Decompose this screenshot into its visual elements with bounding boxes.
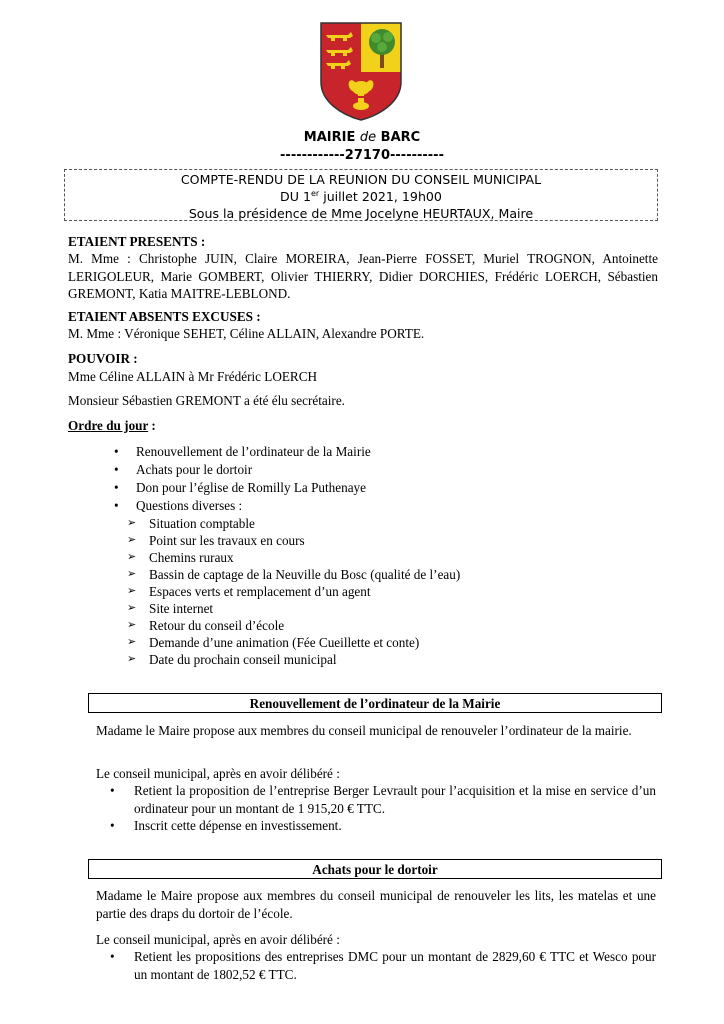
arrow-bullet-icon: ➢: [127, 517, 137, 529]
bullet-icon: •: [114, 480, 119, 495]
secretaire-text: Monsieur Sébastien GREMONT a été élu secrétaire.: [68, 393, 345, 408]
pouvoir-text: Mme Céline ALLAIN à Mr Frédéric LOERCH: [68, 369, 318, 384]
list-item: • Retient la proposition de l’entreprise Berger Levrault pour l’acquisition et la mise en service d’un ordinateur pour un montant de 1 915,20 € TTC.: [110, 783, 656, 816]
list-item: • Questions diverses :: [114, 498, 243, 513]
absents-list: M. Mme : Véronique SEHET, Céline ALLAIN, Alexandre PORTE.: [68, 326, 425, 341]
crest-logo: [318, 20, 404, 122]
arrow-bullet-icon: ➢: [127, 585, 137, 597]
section2-bullets: [96, 948, 656, 983]
list-item: ➢ Date du prochain conseil municipal: [127, 652, 337, 667]
bullet-icon: •: [110, 818, 115, 833]
arrow-bullet-icon: ➢: [127, 636, 137, 648]
report-date: DU 1er juillet 2021, 19h00: [280, 188, 442, 204]
postcode-line: ------------27170----------: [280, 148, 444, 163]
agenda-list: [68, 443, 658, 515]
presents-heading: ETAIENT PRESENTS :: [68, 234, 206, 249]
section-title-ordinateur: Renouvellement de l’ordinateur de la Mairie: [88, 693, 662, 713]
list-item: • Retient les propositions des entreprises DMC pour un montant de 2829,60 € TTC et Wesco pour un montant de 1802,52 € TTC.: [110, 949, 656, 982]
report-title: COMPTE-RENDU DE LA REUNION DU CONSEIL MUNICIPAL: [180, 172, 542, 187]
ordre-heading: Ordre du jour :: [68, 418, 156, 433]
bullet-icon: •: [114, 462, 119, 477]
list-item: ➢ Chemins ruraux: [127, 550, 234, 565]
bullet-icon: •: [110, 783, 115, 798]
list-item: ➢ Point sur les travaux en cours: [127, 533, 305, 548]
bullet-icon: •: [110, 949, 115, 964]
arrow-bullet-icon: ➢: [127, 568, 137, 580]
section-title-dortoir: Achats pour le dortoir: [88, 859, 662, 879]
list-item: • Achats pour le dortoir: [114, 462, 253, 477]
arrow-bullet-icon: ➢: [127, 619, 137, 631]
presents-list: M. Mme : Christophe JUIN, Claire MOREIRA, Jean-Pierre FOSSET, Muriel TROGNON, Antoinette LERIGOLEUR, Marie GOMBERT, Olivier THIERRY, Didier DORCHIES, Frédéric LOERCH, Sébastien GREMONT, Katia MAITRE-LEBLOND.: [68, 251, 658, 301]
list-item: ➢ Retour du conseil d’école: [127, 618, 285, 633]
section1-deliberation: Le conseil municipal, après en avoir délibéré :: [96, 766, 340, 781]
absents-heading: ETAIENT ABSENTS EXCUSES :: [68, 309, 261, 324]
list-item: • Inscrit cette dépense en investissement.: [110, 818, 342, 833]
bullet-icon: •: [114, 444, 119, 459]
arrow-bullet-icon: ➢: [127, 551, 137, 563]
report-presidency: Sous la présidence de Mme Jocelyne HEURTAUX, Maire: [188, 206, 534, 221]
agenda-sublist: [68, 515, 658, 668]
section1-bullets: [96, 782, 656, 835]
section2-intro: Madame le Maire propose aux membres du conseil municipal de renouveler les lits, les matelas et une partie des draps du dortoir de l’école.: [96, 888, 656, 921]
list-item: • Renouvellement de l’ordinateur de la Mairie: [114, 444, 371, 459]
pouvoir-heading: POUVOIR :: [68, 351, 138, 366]
list-item: • Don pour l’église de Romilly La Puthenaye: [114, 480, 367, 495]
title-box: [64, 169, 658, 221]
bullet-icon: •: [114, 498, 119, 513]
arrow-bullet-icon: ➢: [127, 602, 137, 614]
section2-deliberation: Le conseil municipal, après en avoir délibéré :: [96, 932, 340, 947]
list-item: ➢ Espaces verts et remplacement d’un agent: [127, 584, 371, 599]
mairie-heading: MAIRIE de BARC: [303, 130, 421, 145]
arrow-bullet-icon: ➢: [127, 534, 137, 546]
section1-intro: Madame le Maire propose aux membres du conseil municipal de renouveler l’ordinateur de la mairie.: [96, 723, 632, 738]
list-item: ➢ Situation comptable: [127, 516, 255, 531]
list-item: ➢ Site internet: [127, 601, 214, 616]
list-item: ➢ Demande d’une animation (Fée Cueillette et conte): [127, 635, 420, 650]
list-item: ➢ Bassin de captage de la Neuville du Bosc (qualité de l’eau): [127, 567, 461, 582]
arrow-bullet-icon: ➢: [127, 653, 137, 665]
